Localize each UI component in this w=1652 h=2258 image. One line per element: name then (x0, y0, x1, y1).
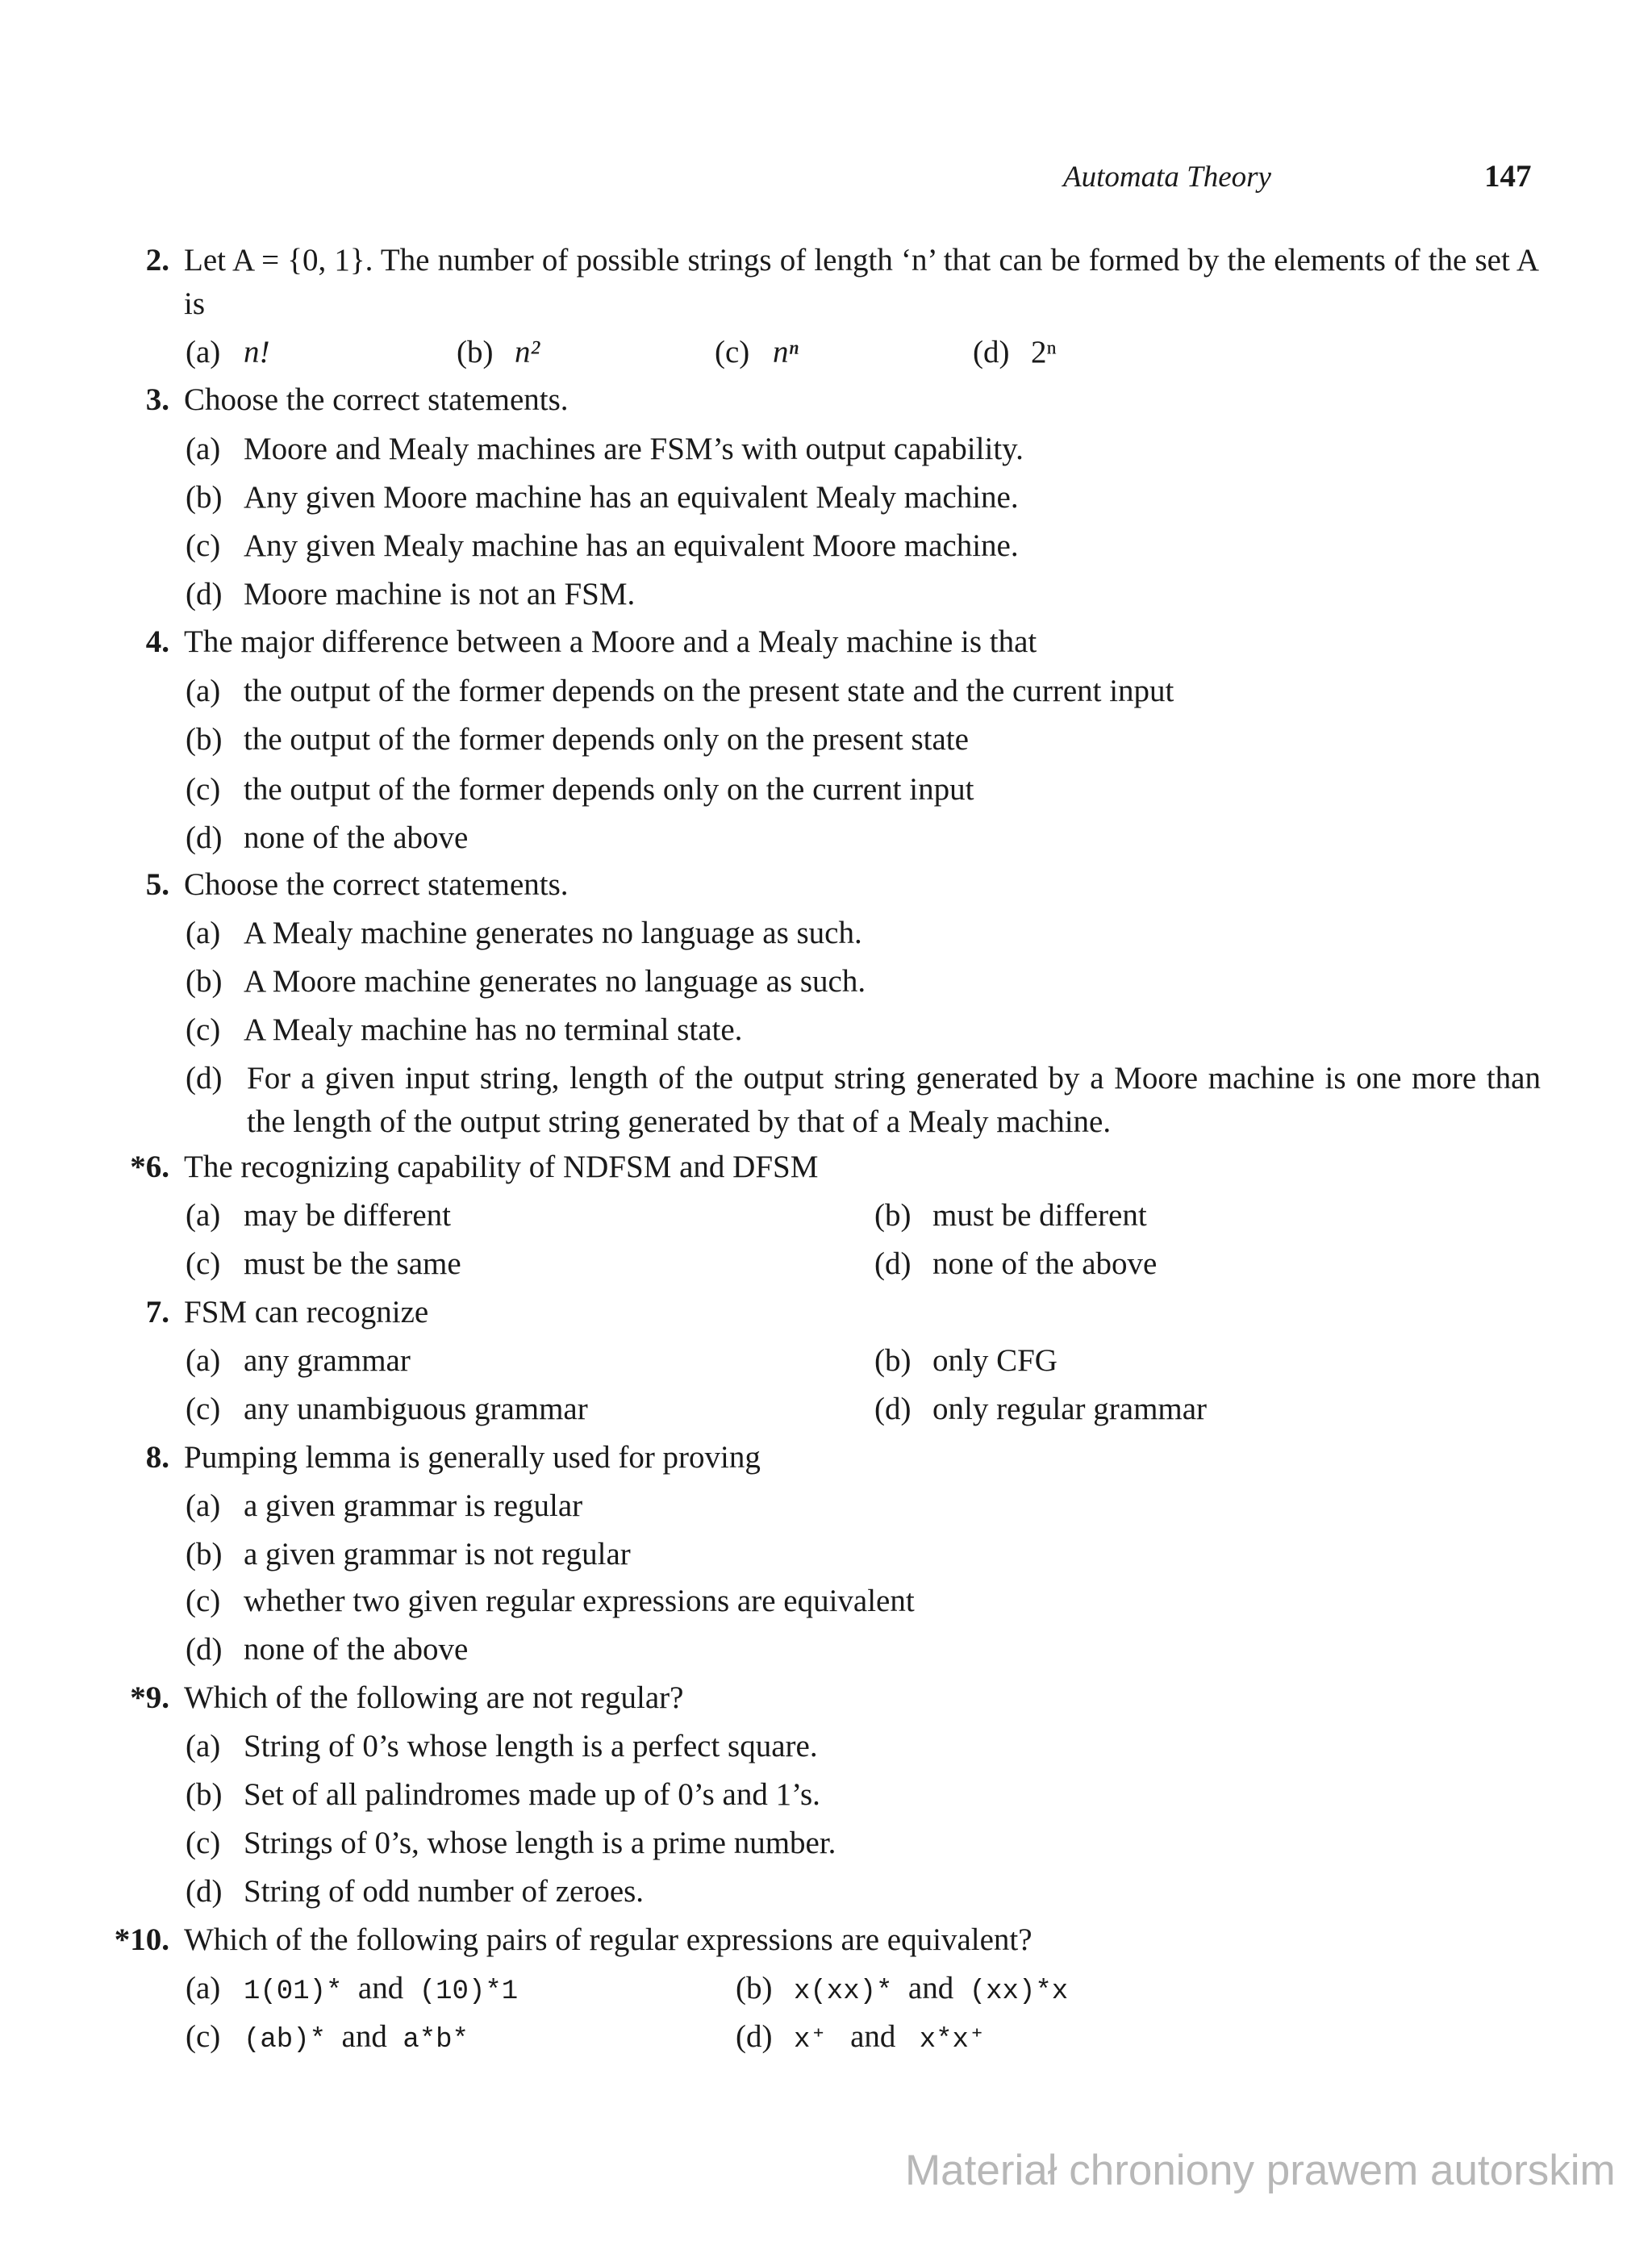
option-d: (d) String of odd number of zeroes. (186, 1874, 645, 1909)
option-b: (b) a given grammar is not regular (186, 1537, 631, 1571)
option-b: (b) Set of all palindromes made up of 0’s and 1’s. (186, 1777, 820, 1812)
question-number: 3. (145, 382, 169, 417)
option-a: (a) any grammar (186, 1343, 411, 1378)
option-c: (c) must be the same (186, 1246, 461, 1281)
question-stem: Let A = {0, 1}. The number of possible strings of length ‘n’ that can be formed by the elements of the set A is (184, 243, 1539, 321)
page-number: 147 (1484, 159, 1532, 194)
question-stem: Choose the correct statements. (184, 867, 569, 902)
question-stem: The recognizing capability of NDFSM and DFSM (184, 1150, 819, 1184)
question-stem: Which of the following are not regular? (184, 1680, 684, 1715)
option-b: (b) A Moore machine generates no language as such. (186, 964, 866, 999)
option-c: (c) A Mealy machine has no terminal state. (186, 1012, 743, 1047)
option-b: (b) x(xx)* and (xx)*x (736, 1971, 1069, 2007)
option-c: (c) Any given Mealy machine has an equivalent Moore machine. (186, 528, 1019, 563)
option-a: (a) a given grammar is regular (186, 1488, 583, 1523)
option-d: (d) x⁺ and x*x⁺ (736, 2019, 986, 2056)
option-d: (d) none of the above (186, 1632, 469, 1667)
question-number: 2. (145, 243, 169, 278)
option-a: (a) may be different (186, 1198, 452, 1233)
question-number: 4. (145, 624, 169, 659)
question-number: 8. (145, 1440, 169, 1475)
question-number: 7. (145, 1295, 169, 1329)
running-header-title: Automata Theory (1063, 161, 1271, 194)
option-a: (a) n! (186, 335, 270, 369)
option-b: (b) n² (457, 335, 540, 369)
option-b: (b) the output of the former depends only on the present state (186, 722, 969, 757)
question-stem: Choose the correct statements. (184, 382, 569, 417)
question-stem: The major difference between a Moore and a Mealy machine is that (184, 624, 1037, 659)
option-c: (c) the output of the former depends only on the current input (186, 772, 974, 807)
option-d: (d) 2ⁿ (973, 335, 1057, 369)
option-a: (a) Moore and Mealy machines are FSM’s with output capability. (186, 432, 1024, 466)
option-b: (b) only CFG (874, 1343, 1058, 1378)
option-a: (a) A Mealy machine generates no language as such. (186, 916, 862, 950)
option-c: (c) (ab)* and a*b* (186, 2019, 469, 2056)
option-c: (c) whether two given regular expressions are equivalent (186, 1584, 915, 1618)
question-number: 5. (145, 867, 169, 902)
question-number: *6. (130, 1150, 169, 1184)
option-c: (c) Strings of 0’s, whose length is a prime number. (186, 1826, 836, 1860)
option-c: (c) nⁿ (715, 335, 799, 369)
question-number: *9. (130, 1680, 169, 1715)
option-a: (a) String of 0’s whose length is a perfect square. (186, 1729, 818, 1763)
option-d: (d) Moore machine is not an FSM. (186, 577, 636, 611)
copyright-watermark: Materiał chroniony prawem autorskim (905, 2147, 1616, 2194)
option-a: (a) the output of the former depends on the present state and the current input (186, 674, 1174, 708)
option-b: (b) Any given Moore machine has an equivalent Mealy machine. (186, 480, 1019, 515)
option-d: (d) none of the above (874, 1246, 1158, 1281)
option-d: (d) only regular grammar (874, 1392, 1208, 1426)
question-stem: FSM can recognize (184, 1295, 429, 1329)
option-d: (d) For a given input string, length of the output string generated by a Moore machine is one more than the length of the output string generated by that of a Mealy machine. (186, 1061, 1541, 1139)
option-a: (a) 1(01)* and (10)*1 (186, 1971, 519, 2007)
option-d: (d) none of the above (186, 820, 469, 855)
question-number: *10. (114, 1922, 169, 1957)
question-stem: Pumping lemma is generally used for proving (184, 1440, 761, 1475)
option-c: (c) any unambiguous grammar (186, 1392, 588, 1426)
question-stem: Which of the following pairs of regular expressions are equivalent? (184, 1922, 1032, 1957)
option-b: (b) must be different (874, 1198, 1147, 1233)
